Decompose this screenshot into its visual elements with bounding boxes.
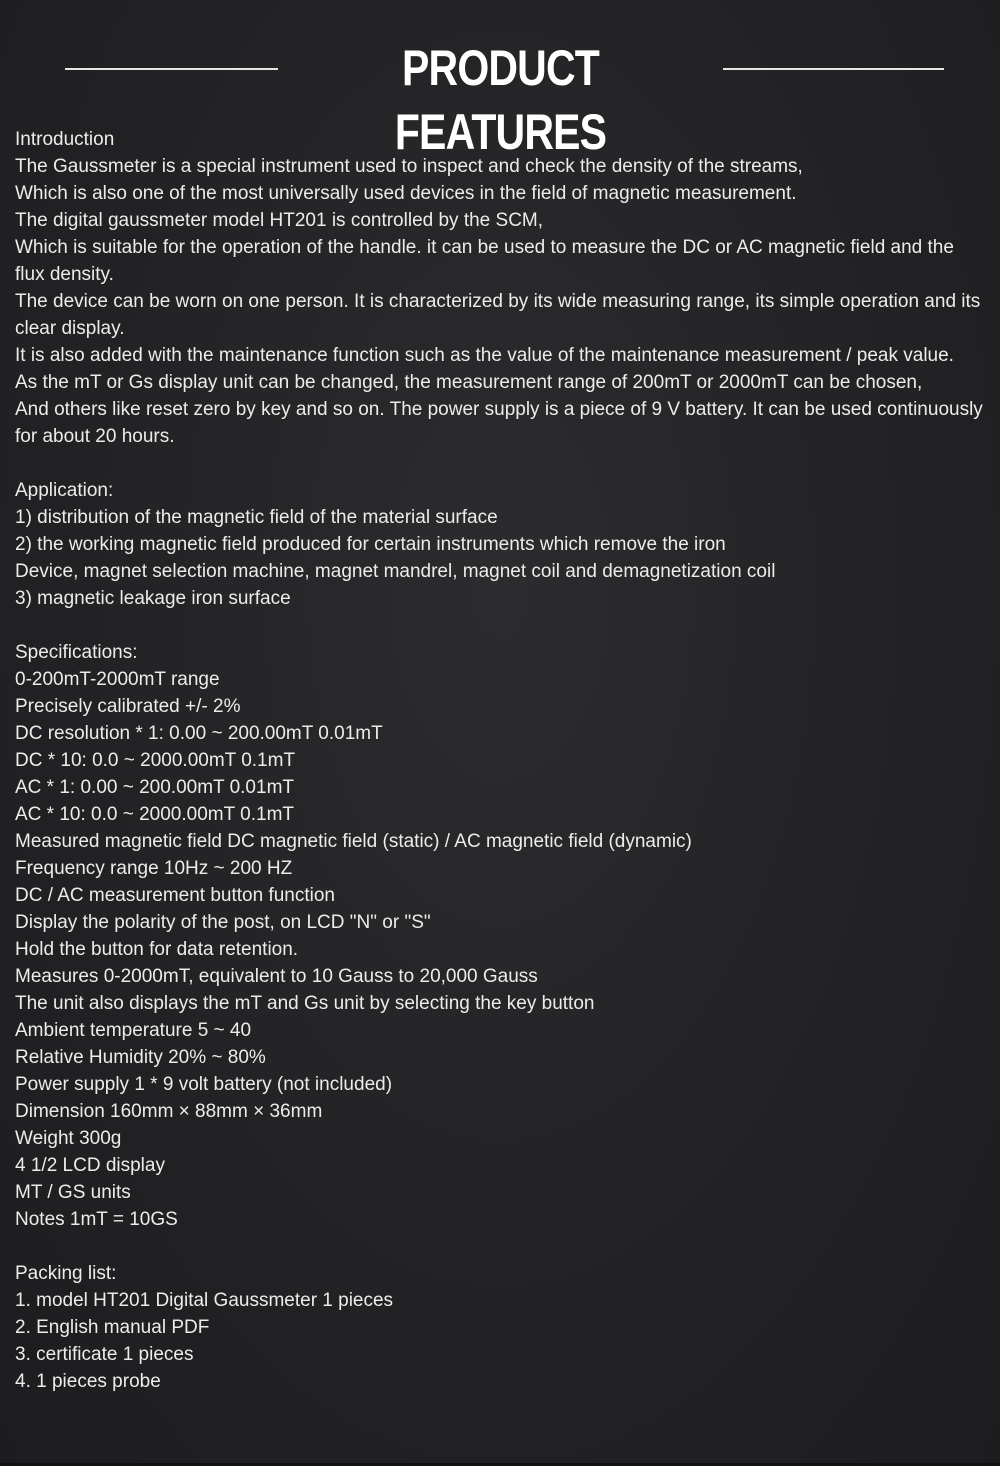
spec-item: Display the polarity of the post, on LCD "N" or "S": [15, 912, 431, 933]
introduction-line: The Gaussmeter is a special instrument used to inspect and check the density of the streams,: [15, 156, 803, 177]
introduction-line: As the mT or Gs display unit can be changed, the measurement range of 200mT or 2000mT can be chosen,: [15, 372, 923, 393]
spec-item: Weight 300g: [15, 1128, 122, 1149]
spec-item: Frequency range 10Hz ~ 200 HZ: [15, 858, 293, 879]
spec-item: Relative Humidity 20% ~ 80%: [15, 1047, 266, 1068]
spec-item: Dimension 160mm × 88mm × 36mm: [15, 1101, 323, 1122]
spec-item: DC / AC measurement button function: [15, 885, 335, 906]
application-line: 3) magnetic leakage iron surface: [15, 588, 291, 609]
spec-item: Measured magnetic field DC magnetic field (static) / AC magnetic field (dynamic): [15, 831, 692, 852]
spec-item: AC * 10: 0.0 ~ 2000.00mT 0.1mT: [15, 804, 294, 825]
packing-list-item: 4. 1 pieces probe: [15, 1371, 161, 1392]
spec-item: 4 1/2 LCD display: [15, 1155, 165, 1176]
application-line: Device, magnet selection machine, magnet mandrel, magnet coil and demagnetization coil: [15, 561, 776, 582]
application-line: 2) the working magnetic field produced for certain instruments which remove the iron: [15, 534, 726, 555]
spec-item: Notes 1mT = 10GS: [15, 1209, 178, 1230]
introduction-line: The device can be worn on one person. It is characterized by its wide measuring range, its simple operation and its clear display.: [15, 291, 981, 339]
packing-list-item: 1. model HT201 Digital Gaussmeter 1 pieces: [15, 1290, 394, 1311]
header-left-divider: [65, 68, 278, 70]
product-description: [15, 126, 985, 1395]
spec-item: MT / GS units: [15, 1182, 131, 1203]
packing-list-item: 3. certificate 1 pieces: [15, 1344, 194, 1365]
spec-item: AC * 1: 0.00 ~ 200.00mT 0.01mT: [15, 777, 294, 798]
spec-item: Power supply 1 * 9 volt battery (not included): [15, 1074, 393, 1095]
application-heading: Application:: [15, 480, 114, 501]
introduction-line: It is also added with the maintenance function such as the value of the maintenance measurement / peak value.: [15, 345, 954, 366]
introduction-line: Which is also one of the most universally used devices in the field of magnetic measurement.: [15, 183, 797, 204]
spec-item: Hold the button for data retention.: [15, 939, 299, 960]
spec-item: DC * 10: 0.0 ~ 2000.00mT 0.1mT: [15, 750, 296, 771]
introduction-line: The digital gaussmeter model HT201 is controlled by the SCM,: [15, 210, 544, 231]
spec-item: The unit also displays the mT and Gs unit by selecting the key button: [15, 993, 595, 1014]
specifications-heading: Specifications:: [15, 642, 138, 663]
application-line: 1) distribution of the magnetic field of the material surface: [15, 507, 498, 528]
introduction-line: Which is suitable for the operation of the handle. it can be used to measure the DC or AC magnetic field and the flux density.: [15, 237, 954, 285]
section-spacer: [15, 450, 985, 477]
spec-item: Ambient temperature 5 ~ 40: [15, 1020, 252, 1041]
packing-list-heading: Packing list:: [15, 1263, 117, 1284]
section-spacer: [15, 612, 985, 639]
spec-item: Precisely calibrated +/- 2%: [15, 696, 241, 717]
section-spacer: [15, 1233, 985, 1260]
header-right-divider: [723, 68, 944, 70]
page-title: PRODUCT FEATURES: [394, 40, 607, 160]
spec-item: Measures 0-2000mT, equivalent to 10 Gauss to 20,000 Gauss: [15, 966, 538, 987]
packing-list-item: 2. English manual PDF: [15, 1317, 210, 1338]
spec-item: 0-200mT-2000mT range: [15, 669, 220, 690]
introduction-line: And others like reset zero by key and so on. The power supply is a piece of 9 V battery. It can be used continuously for about 20 hours.: [15, 399, 983, 447]
introduction-heading: Introduction: [15, 129, 115, 150]
spec-item: DC resolution * 1: 0.00 ~ 200.00mT 0.01mT: [15, 723, 383, 744]
